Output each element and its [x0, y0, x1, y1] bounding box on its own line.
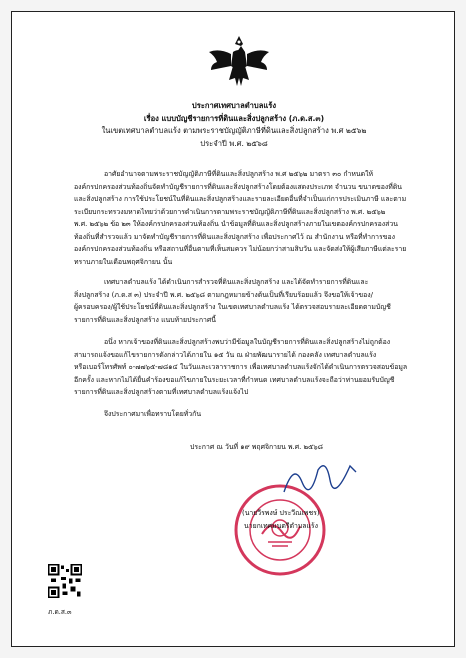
paragraph-line: เทศบาลตำบลแร้ง ได้ดำเนินการสำรวจที่ดินและสิ่งปลูกสร้าง และได้จัดทำรายการที่ดินและ	[104, 278, 369, 286]
document-page	[11, 11, 455, 647]
announcement-date: ประกาศ ณ วันที่ ๑๙ พฤศจิกายน พ.ศ. ๒๕๖๘	[190, 443, 323, 451]
paragraph-line: สิ่งปลูกสร้าง (ภ.ด.ส ๓) ประจำปี พ.ศ. ๒๕๖๘ ตามกฎหมายข้างต้นเป็นที่เรียบร้อยแล้ว จึงขอให้เจ้าของ/	[74, 290, 373, 299]
paragraph-line: รายการที่ดินและสิ่งปลูกสร้างตามที่เทศบาลตำบลแร้งแจ้งไป	[74, 388, 249, 396]
announcement-year: ประจำปี พ.ศ. ๒๕๖๘	[200, 139, 268, 148]
paragraph-line: ทราบภายในเดือนพฤศจิกายน นั้น	[74, 257, 173, 266]
paragraph-2	[74, 276, 418, 326]
paragraph-line: สามารถแจ้งขอแก้ไขรายการดังกล่าวได้ภายใน ๑๕ วัน ณ ฝ่ายพัฒนารายได้ กองคลัง เทศบาลตำบลแร้ง	[74, 350, 377, 359]
paragraph-line: พ.ศ. ๒๕๖๒ ข้อ ๒๓ ให้องค์กรปกครองส่วนท้องถิ่น นำข้อมูลที่ดินและสิ่งปลูกสร้างภายในเขตองค์กรปกครองส่วน	[74, 220, 398, 228]
paragraph-line: อนึ่ง หากเจ้าของที่ดินและสิ่งปลูกสร้างพบว่ามีข้อมูลในบัญชีรายการที่ดินและสิ่งปลูกสร้างไม่ถูกต้อง	[104, 338, 391, 346]
signer-name: (นายวีรพงษ์ ประวีณเพชร)	[242, 509, 320, 517]
paragraph-line: รายการที่ดินและสิ่งปลูกสร้าง แนบท้ายประกาศนี้	[74, 315, 216, 324]
form-code: ภ.ด.ส.๓	[48, 608, 72, 616]
paragraph-line: ผู้ครอบครอง/ผู้ใช้ประโยชน์ที่ดินและสิ่งปลูกสร้าง ในเขตเทศบาลตำบลแร้ง ได้ตรวจสอบรายละเอียดตามบัญชี	[74, 303, 391, 311]
qr-code-icon[interactable]	[48, 564, 82, 598]
announcement-subject: เรื่อง แบบบัญชีรายการที่ดินและสิ่งปลูกสร้าง (ภ.ด.ส.๓)	[143, 114, 325, 123]
announcement-title: ประกาศเทศบาลตำบลแร้ง	[191, 101, 277, 110]
paragraph-line: และสิ่งปลูกสร้าง การใช้ประโยชน์ในที่ดินและสิ่งปลูกสร้างและรายละเอียดอื่นที่จำเป็นแก่การประเมินภาษี และตาม	[74, 195, 407, 203]
paragraph-line: จึงประกาศมาเพื่อทราบโดยทั่วกัน	[104, 410, 202, 418]
signature-scribble-icon	[280, 452, 360, 500]
paragraph-line: องค์กรปกครองส่วนท้องถิ่นจัดทำบัญชีรายการที่ดินและสิ่งปลูกสร้างโดยต้องแสดงประเภท จำนวน ขนาดของที่ดิน	[74, 182, 403, 191]
paragraph-line: ท้องถิ่นที่สำรวจแล้ว มาจัดทำบัญชีรายการที่ดินและสิ่งปลูกสร้าง เพื่อประกาศไว้ ณ สำนักงาน หรือที่ทำการของ	[74, 232, 395, 241]
signer-position: นายกเทศมนตรีตำบลแร้ง	[244, 522, 318, 530]
paragraph-1	[74, 168, 418, 268]
paragraph-line: องค์กรปกครองส่วนท้องถิ่น หรือสถานที่อื่นตามที่เห็นสมควร ไม่น้อยกว่าสามสิบวัน และจัดส่งให้ผู้เสียภาษีแต่ละราย	[74, 245, 407, 253]
paragraph-line: หรือเบอร์โทรศัพท์ ๐-๗๗๖๕-๗๘๑๔ ในวันและเวลาราชการ เพื่อเทศบาลตำบลแร้งจักได้ดำเนินการตรวจสอบข้อมูล	[74, 363, 408, 371]
paragraph-line: ระเบียบกระทรวงมหาดไทยว่าด้วยการดำเนินการตามพระราชบัญญัติภาษีที่ดินและสิ่งปลูกสร้าง พ.ศ. ๒๕๖๒	[74, 207, 386, 216]
paragraph-4	[74, 408, 418, 421]
announcement-scope: ในเขตเทศบาลตำบลแร้ง ตามพระราชบัญญัติภาษีที่ดินและสิ่งปลูกสร้าง พ.ศ ๒๕๖๒	[101, 126, 367, 135]
paragraph-line: อาศัยอำนาจตามพระราชบัญญัติภาษีที่ดินและสิ่งปลูกสร้าง พ.ศ ๒๕๖๒ มาตรา ๓๐ กำหนดให้	[104, 170, 374, 178]
paragraph-line: อีกครั้ง และหากไม่ได้ยื่นคำร้องขอแก้ไขภายในระยะเวลาที่กำหนด เทศบาลตำบลแร้งจะถือว่าท่านยอมรับบัญชี	[74, 375, 395, 384]
garuda-emblem-icon	[207, 32, 271, 90]
paragraph-3	[74, 336, 418, 399]
